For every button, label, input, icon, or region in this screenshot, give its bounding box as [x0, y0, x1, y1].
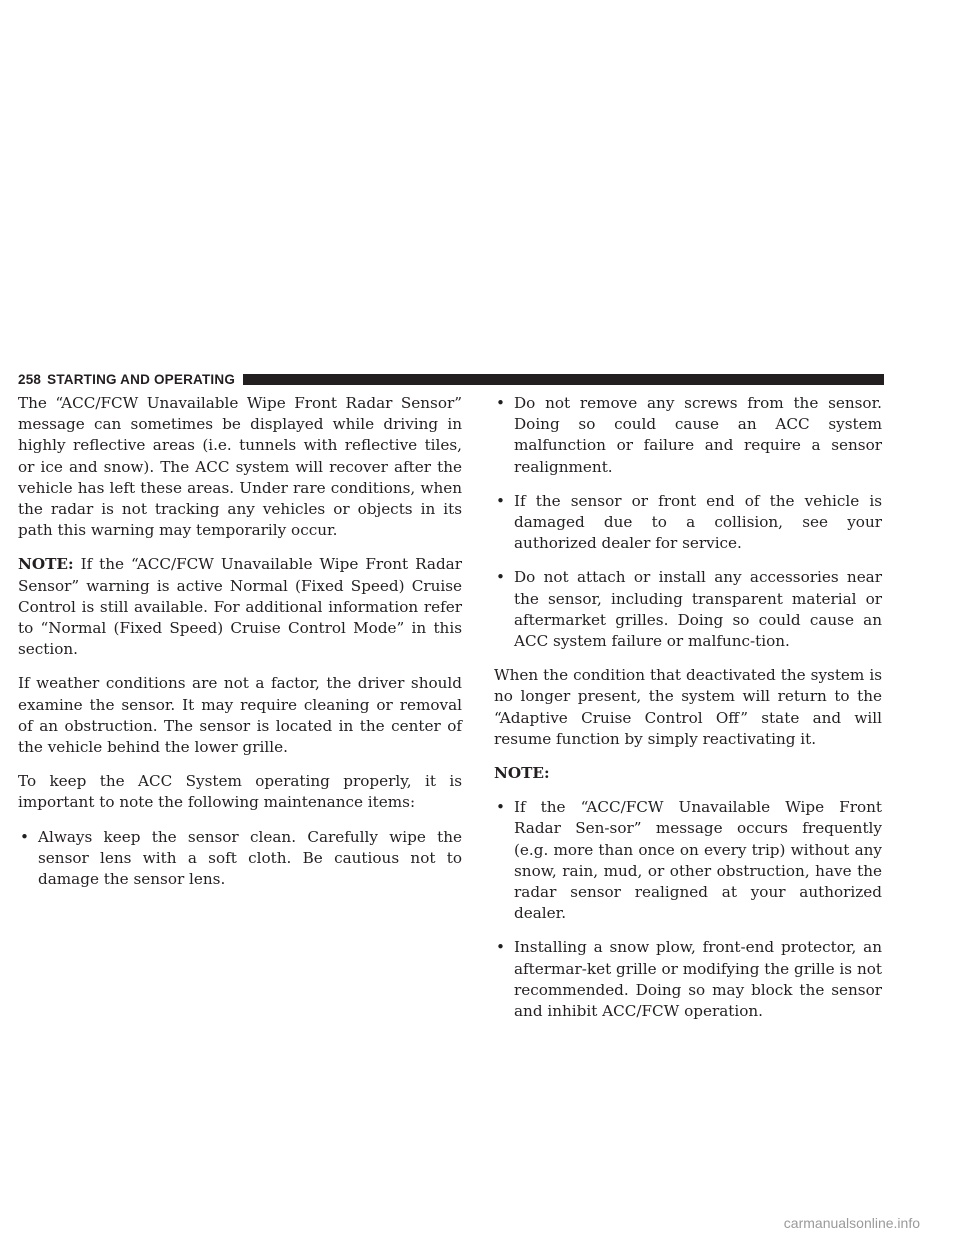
list-item-text: Always keep the sensor clean. Carefully wipe the sensor lens with a soft cloth. Be cautious not to damage the sensor lens. [38, 827, 462, 889]
list-item-text: If the “ACC/FCW Unavailable Wipe Front Radar Sen-sor” message occurs frequently (e.g. more than once on every trip) without any snow, rain, mud, or other obstruction, have the radar sensor realigned at your authorized dealer. [514, 798, 882, 923]
paragraph-reactivation: When the condition that deactivated the system is no longer present, the system will return to the “Adaptive Cruise Control Off” state and will resume function by simply reactivating it. [494, 666, 882, 748]
note-paragraph [18, 554, 462, 660]
note-label: NOTE: [18, 555, 74, 574]
bullet-icon: • [496, 938, 505, 957]
paragraph-weather: If weather conditions are not a factor, the driver should examine the sensor. It may require cleaning or removal of an obstruction. The sensor is located in the center of the vehicle behind the lower grille. [18, 674, 462, 757]
list-item-text: Installing a snow plow, front-end protector, an aftermar-ket grille or modifying the grille is not recommended. Doing so may block the sensor and inhibit ACC/FCW operation. [514, 938, 882, 1021]
watermark: carmanualsonline.info [783, 1215, 920, 1231]
page-number: 258 [18, 371, 42, 387]
section-title: STARTING AND OPERATING [47, 371, 236, 387]
list-item-text: If the sensor or front end of the vehicle is damaged due to a collision, see your authorized dealer for service. [514, 491, 882, 553]
bullet-icon: • [496, 491, 505, 510]
note-heading [494, 763, 882, 784]
bullet-icon: • [496, 394, 505, 412]
list-item-text: Do not remove any screws from the sensor. Doing so could cause an ACC system malfunction or failure and require a sensor realignment. [514, 394, 882, 476]
bullet-icon: • [496, 798, 505, 817]
paragraph-acc-warning: The “ACC/FCW Unavailable Wipe Front Radar Sensor” message can sometimes be displayed while driving in highly reflective areas (i.e. tunnels with reflective tiles, or ice and snow). The ACC system will recover after the vehicle has left these areas. Under rare conditions, when the radar is not tracking any vehicles or objects in its path this warning may temporarily occur. [18, 394, 462, 540]
note-text: If the “ACC/FCW Unavailable Wipe Front Radar Sensor” warning is active Normal (Fixed Speed) Cruise Control is still available. For additional information refer to “Normal (Fixed Speed) Cruise Control Mode” in this section. [18, 555, 462, 659]
header-rule [243, 374, 884, 385]
bullet-icon: • [20, 827, 29, 846]
list-item [18, 827, 462, 891]
list-item [494, 937, 882, 1022]
page-header [18, 371, 884, 387]
list-item [494, 797, 882, 924]
list-item-text: Do not attach or install any accessories near the sensor, including transparent material or aftermarket grilles. Doing so could cause an ACC system failure or malfunc-tion. [514, 568, 882, 651]
list-item [494, 567, 882, 652]
paragraph-maintenance-intro: To keep the ACC System operating properly, it is important to note the following maintenance items: [18, 772, 462, 812]
left-column [18, 393, 462, 903]
right-column [494, 393, 882, 1035]
list-item [494, 393, 882, 478]
list-item [494, 491, 882, 555]
note-label: NOTE: [494, 764, 550, 783]
bullet-icon: • [496, 568, 505, 587]
